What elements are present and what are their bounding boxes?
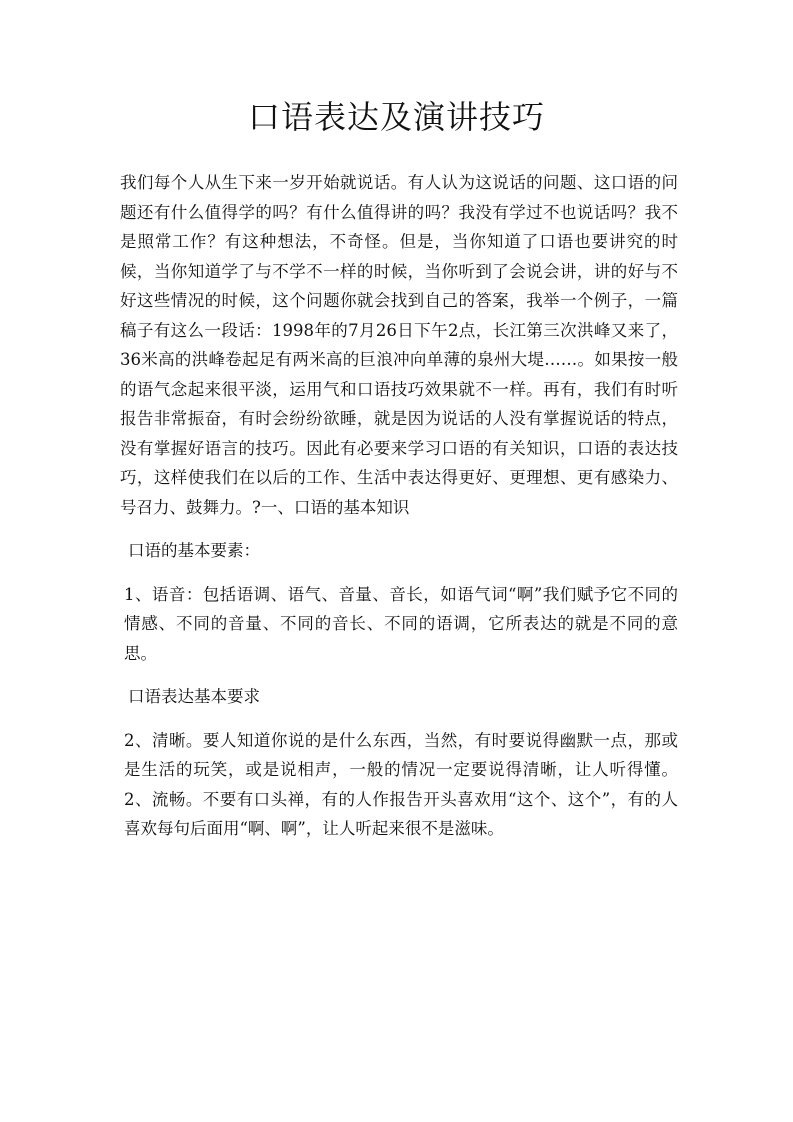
- document-body: [120, 168, 678, 844]
- paragraph-clarity-fluency: 2、清晰。要人知道你说的是什么东西，当然，有时要说得幽默一点，那或是生活的玩笑，或是说相声，一般的情况一定要说得清晰，让人听得懂。2、流畅。不要有口头禅，有的人作报告开头喜欢用“这个、这个”，有的人喜欢每句后面用“啊、啊”，让人听起来很不是滋味。: [124, 730, 678, 838]
- paragraph-pronunciation: 1、语音：包括语调、语气、音量、音长，如语气词“啊”我们赋予它不同的情感、不同的音量、不同的音长、不同的语调，它所表达的就是不同的意思。: [124, 584, 678, 663]
- document-title: 口语表达及演讲技巧: [247, 98, 545, 136]
- paragraph-requirements-heading: 口语表达基本要求: [128, 687, 260, 706]
- paragraph-intro: 我们每个人从生下来一岁开始就说话。有人认为这说话的问题、这口语的问题还有什么值得学的吗？有什么值得讲的吗？我没有学过不也说话吗？我不是照常工作？有这种想法，不奇怪。但是，当你知道了口语也要讲究的时候，当你知道学了与不学不一样的时候，当你听到了会说会讲，讲的好与不好这些情况的时候，这个问题你就会找到自己的答案，我举一个例子，一篇稿子有这么一段话：1998年的7月26日下午2点，长江第三次洪峰又来了，36米高的洪峰卷起足有两米高的巨浪冲向单薄的泉州大堤……。如果按一般的语气念起来很平淡，运用气和口语技巧效果就不一样。再有，我们有时听报告非常振奋，有时会纷纷欲睡，就是因为说话的人没有掌握说话的特点，没有掌握好语言的技巧。因此有必要来学习口语的有关知识，口语的表达技巧，这样使我们在以后的工作、生活中表达得更好、更理想、更有感染力、号召力、鼓舞力。?一、口语的基本知识: [120, 173, 678, 517]
- paragraph-basic-elements-heading: 口语的基本要素：: [128, 541, 260, 560]
